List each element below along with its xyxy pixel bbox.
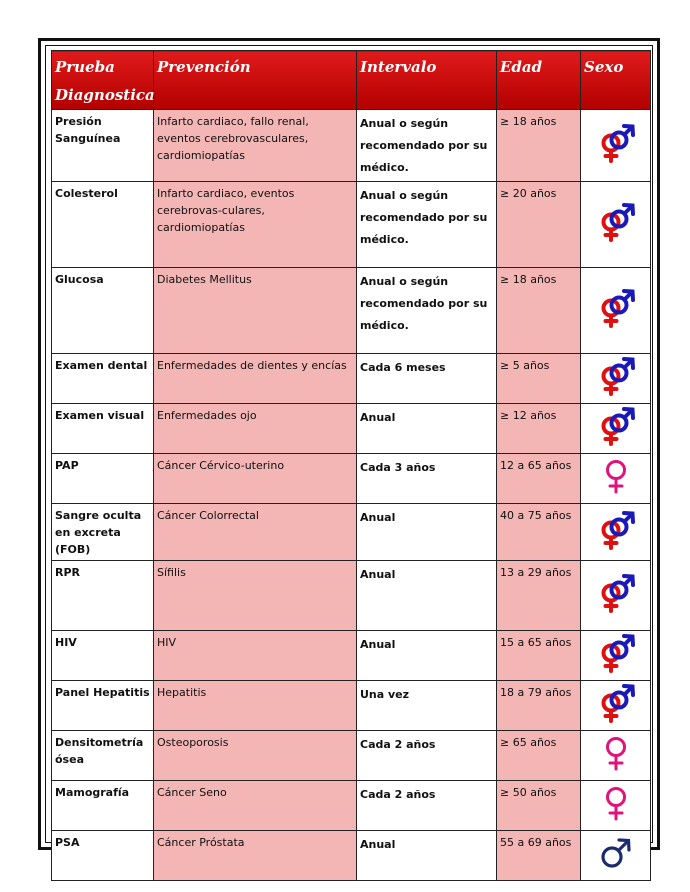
male-female-icon bbox=[594, 571, 638, 615]
male-icon bbox=[594, 831, 638, 875]
header-age: Edad bbox=[497, 51, 581, 110]
prevention-cell: Osteoporosis bbox=[154, 731, 357, 781]
test-cell: Examen dental bbox=[52, 354, 154, 404]
table-row bbox=[52, 631, 651, 681]
male-female-icon bbox=[594, 681, 638, 725]
male-female-icon bbox=[594, 200, 638, 244]
prevention-cell: Diabetes Mellitus bbox=[154, 268, 357, 354]
header-row bbox=[52, 51, 651, 110]
test-cell: PAP bbox=[52, 454, 154, 504]
sex-cell bbox=[581, 354, 651, 404]
age-cell: ≥ 18 años bbox=[497, 110, 581, 182]
sex-cell bbox=[581, 681, 651, 731]
sex-cell bbox=[581, 731, 651, 781]
interval-cell: Anual o según recomendado por su médico. bbox=[357, 110, 497, 182]
sex-cell bbox=[581, 110, 651, 182]
age-cell: ≥ 20 años bbox=[497, 182, 581, 268]
sex-cell bbox=[581, 631, 651, 681]
prevention-cell: Infarto cardiaco, eventos cerebrovas-culares, cardiomiopatías bbox=[154, 182, 357, 268]
male-female-icon bbox=[594, 508, 638, 552]
prevention-cell: Infarto cardiaco, fallo renal, eventos cerebrovasculares, cardiomiopatías bbox=[154, 110, 357, 182]
interval-cell: Anual o según recomendado por su médico. bbox=[357, 182, 497, 268]
test-cell: PSA bbox=[52, 831, 154, 881]
male-female-icon bbox=[594, 286, 638, 330]
prevention-cell: Cáncer Colorrectal bbox=[154, 504, 357, 561]
table-row bbox=[52, 354, 651, 404]
interval-cell: Cada 2 años bbox=[357, 781, 497, 831]
table-row bbox=[52, 454, 651, 504]
age-cell: 12 a 65 años bbox=[497, 454, 581, 504]
header-test: Prueba Diagnostica bbox=[52, 51, 154, 110]
prevention-cell: HIV bbox=[154, 631, 357, 681]
header-sex: Sexo bbox=[581, 51, 651, 110]
test-cell: Colesterol bbox=[52, 182, 154, 268]
interval-cell: Anual o según recomendado por su médico. bbox=[357, 268, 497, 354]
sex-cell bbox=[581, 504, 651, 561]
age-cell: ≥ 50 años bbox=[497, 781, 581, 831]
male-female-icon bbox=[594, 354, 638, 398]
age-cell: 15 a 65 años bbox=[497, 631, 581, 681]
screening-table bbox=[51, 50, 651, 881]
test-cell: Presión Sanguínea bbox=[52, 110, 154, 182]
table-row bbox=[52, 831, 651, 881]
test-cell: HIV bbox=[52, 631, 154, 681]
test-cell: Panel Hepatitis bbox=[52, 681, 154, 731]
prevention-cell: Cáncer Cérvico-uterino bbox=[154, 454, 357, 504]
male-female-icon bbox=[594, 631, 638, 675]
test-cell: Mamografía bbox=[52, 781, 154, 831]
table-row bbox=[52, 561, 651, 631]
age-cell: ≥ 5 años bbox=[497, 354, 581, 404]
test-cell: Glucosa bbox=[52, 268, 154, 354]
prevention-cell: Hepatitis bbox=[154, 681, 357, 731]
test-cell: Sangre oculta en excreta (FOB) bbox=[52, 504, 154, 561]
sex-cell bbox=[581, 268, 651, 354]
interval-cell: Anual bbox=[357, 504, 497, 561]
sex-cell bbox=[581, 561, 651, 631]
header-prevention: Prevención bbox=[154, 51, 357, 110]
sex-cell bbox=[581, 182, 651, 268]
age-cell: 55 a 69 años bbox=[497, 831, 581, 881]
interval-cell: Una vez bbox=[357, 681, 497, 731]
sex-cell bbox=[581, 831, 651, 881]
table-row bbox=[52, 781, 651, 831]
prevention-cell: Enfermedades de dientes y encías bbox=[154, 354, 357, 404]
sex-cell bbox=[581, 454, 651, 504]
female-icon bbox=[594, 781, 638, 825]
table-row bbox=[52, 681, 651, 731]
female-icon bbox=[594, 454, 638, 498]
sex-cell bbox=[581, 404, 651, 454]
table-row bbox=[52, 268, 651, 354]
test-cell: Densitometría ósea bbox=[52, 731, 154, 781]
table-row bbox=[52, 731, 651, 781]
female-icon bbox=[594, 731, 638, 775]
male-female-icon bbox=[594, 121, 638, 165]
interval-cell: Anual bbox=[357, 404, 497, 454]
interval-cell: Anual bbox=[357, 561, 497, 631]
age-cell: ≥ 65 años bbox=[497, 731, 581, 781]
age-cell: 18 a 79 años bbox=[497, 681, 581, 731]
header-interval: Intervalo bbox=[357, 51, 497, 110]
interval-cell: Cada 6 meses bbox=[357, 354, 497, 404]
table-row bbox=[52, 504, 651, 561]
test-cell: Examen visual bbox=[52, 404, 154, 454]
table-row bbox=[52, 110, 651, 182]
sex-cell bbox=[581, 781, 651, 831]
prevention-cell: Enfermedades ojo bbox=[154, 404, 357, 454]
age-cell: 40 a 75 años bbox=[497, 504, 581, 561]
table-row bbox=[52, 182, 651, 268]
prevention-cell: Cáncer Seno bbox=[154, 781, 357, 831]
age-cell: 13 a 29 años bbox=[497, 561, 581, 631]
male-female-icon bbox=[594, 404, 638, 448]
prevention-cell: Cáncer Próstata bbox=[154, 831, 357, 881]
interval-cell: Cada 3 años bbox=[357, 454, 497, 504]
age-cell: ≥ 12 años bbox=[497, 404, 581, 454]
age-cell: ≥ 18 años bbox=[497, 268, 581, 354]
interval-cell: Cada 2 años bbox=[357, 731, 497, 781]
interval-cell: Anual bbox=[357, 831, 497, 881]
test-cell: RPR bbox=[52, 561, 154, 631]
table-row bbox=[52, 404, 651, 454]
interval-cell: Anual bbox=[357, 631, 497, 681]
prevention-cell: Sífilis bbox=[154, 561, 357, 631]
